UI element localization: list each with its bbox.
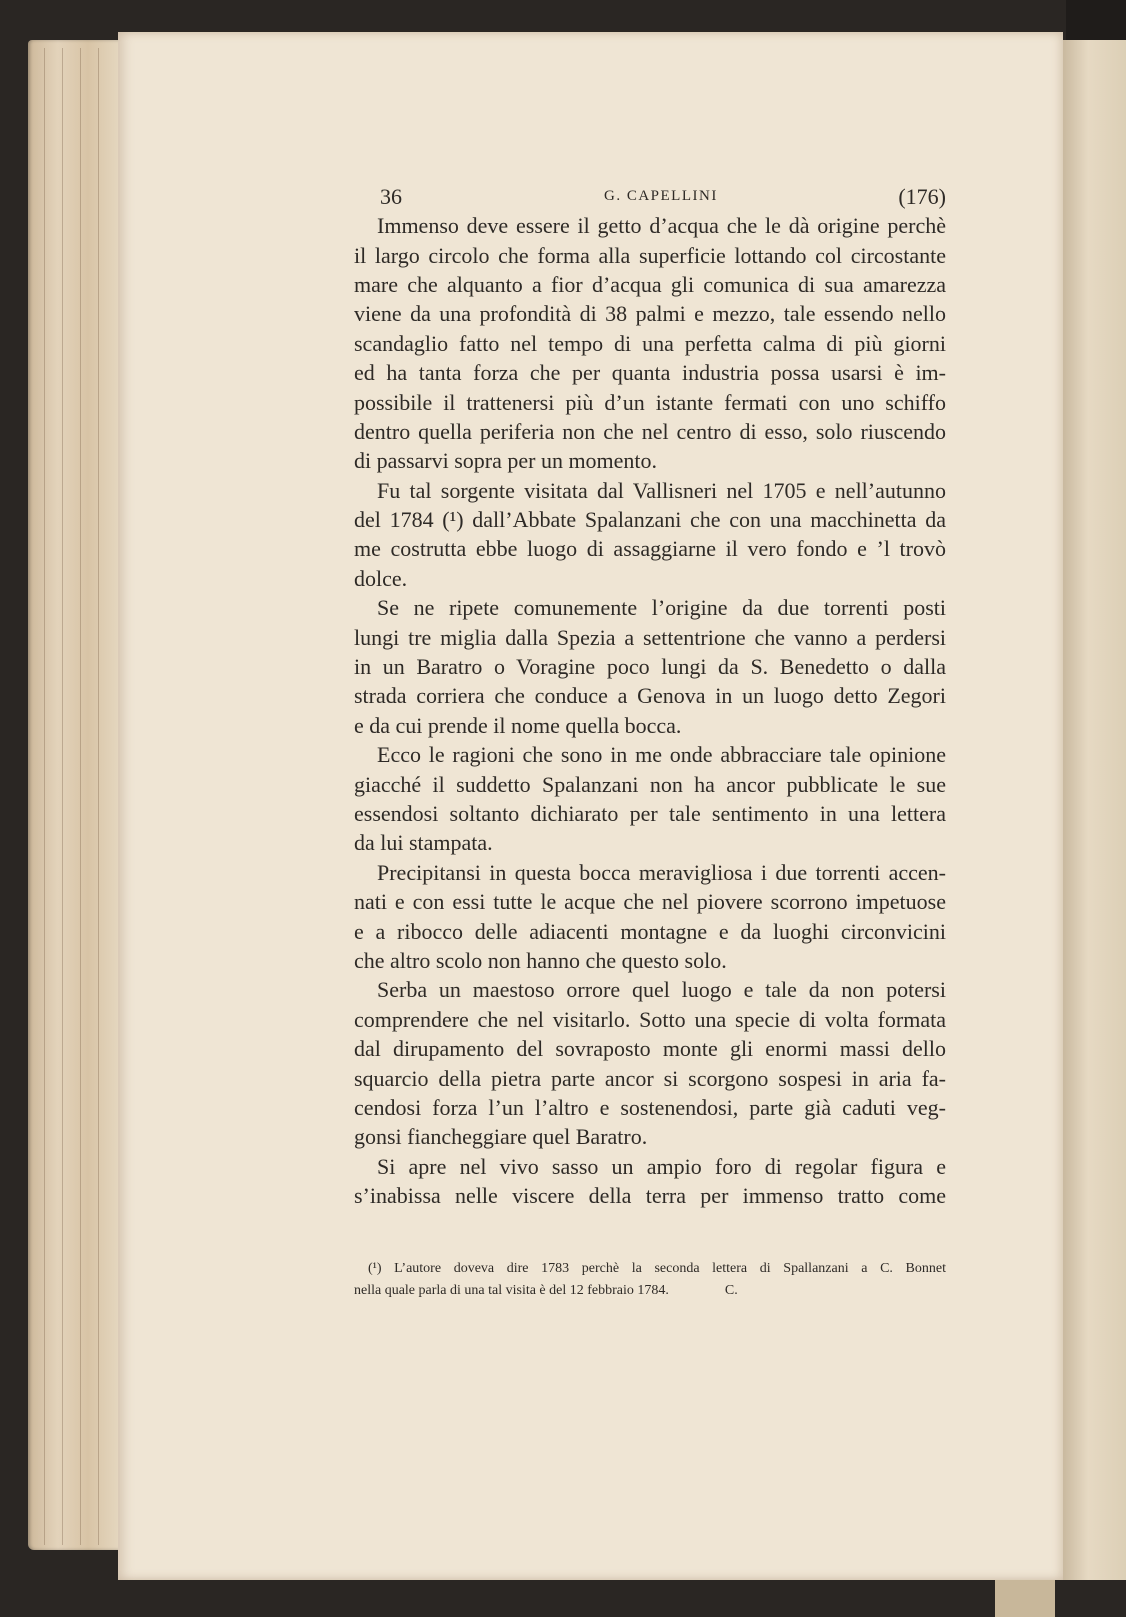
text-line: mare che alquanto a fior d’acqua gli comunica di sua amarezza (354, 272, 946, 297)
page-edge-line (44, 48, 45, 1545)
text-line: dentro quella periferia non che nel centro di esso, solo riuscendo (354, 419, 946, 444)
text-line: giacché il suddetto Spalanzani non ha ancor pubblicate le sue (354, 772, 946, 797)
running-header (354, 180, 946, 214)
text-line: gonsi fiancheggiare quel Baratro. (354, 1124, 648, 1149)
text-line: lungi tre miglia dalla Spezia a settentrione che vanno a perdersi (354, 625, 946, 650)
text-line: che altro scolo non hanno che questo solo. (354, 948, 727, 973)
text-line: scandaglio fatto nel tempo di una perfetta calma di più giorni (354, 331, 946, 356)
text-line: dolce. (354, 566, 408, 591)
text-line: viene da una profondità di 38 palmi e mezzo, tale essendo nello (354, 301, 946, 326)
page-edge-line (80, 48, 81, 1545)
text-line: me costrutta ebbe luogo di assaggiarne il vero fondo e ’l trovò (354, 536, 946, 561)
text-line: Serba un maestoso orrore quel luogo e tale da non potersi (377, 977, 946, 1002)
footnote-line: (¹) L’autore doveva dire 1783 perchè la seconda lettera di Spallanzani a C. Bonnet (368, 1261, 946, 1276)
text-line: da lui stampata. (354, 830, 493, 855)
text-line: possibile il trattenersi più d’un istante fermati con uno schiffo (354, 390, 946, 415)
page-edge-line (98, 48, 99, 1545)
text-line: del 1784 (¹) dall’Abbate Spalanzani che con una macchinetta da (354, 507, 946, 532)
page-edge-line (62, 48, 63, 1545)
text-line: cendosi forza l’un l’altro e sostenendosi, parte già caduti veg- (354, 1095, 946, 1120)
text-line: nati e con essi tutte le acque che nel piovere scorrono impetuose (354, 889, 946, 914)
book-page-edges (28, 40, 128, 1550)
text-line: in un Baratro o Voragine poco lungi da S. Benedetto o dalla (354, 654, 946, 679)
facing-page-edge (1063, 40, 1126, 1580)
running-title: G. CAPELLINI (604, 188, 718, 204)
text-line: dal dirupamento del sovraposto monte gli enormi massi dello (354, 1036, 946, 1061)
text-line: Fu tal sorgente visitata dal Vallisneri nel 1705 e nell’autunno (377, 478, 946, 503)
background-corner (1066, 0, 1126, 40)
text-line: comprendere che nel visitarlo. Sotto una specie di volta formata (354, 1007, 946, 1032)
text-line: Ecco le ragioni che sono in me onde abbracciare tale opinione (377, 742, 946, 767)
text-line: strada corriera che conduce a Genova in un luogo detto Zegori (354, 683, 946, 708)
text-line: ed ha tanta forza che per quanta industria possa usarsi è im- (354, 360, 946, 385)
footnote-line: nella quale parla di una tal visita è del 12 febbraio 1784. C. (354, 1283, 738, 1298)
text-line: s’inabissa nelle viscere della terra per immenso tratto come (354, 1183, 946, 1208)
page-number: 36 (380, 184, 402, 209)
text-line: essendosi soltanto dichiarato per tale sentimento in una lettera (354, 801, 946, 826)
text-line: Immenso deve essere il getto d’acqua che le dà origine perchè (377, 213, 946, 238)
original-page-number: (176) (898, 184, 946, 209)
text-line: Si apre nel vivo sasso un ampio foro di regolar figura e (377, 1154, 946, 1179)
text-line: di passarvi sopra per un momento. (354, 448, 658, 473)
text-line: Precipitansi in questa bocca meravigliosa i due torrenti accen- (377, 860, 946, 885)
text-line: squarcio della pietra parte ancor si scorgono sospesi in aria fa- (354, 1066, 946, 1091)
book-tab (995, 1575, 1055, 1617)
text-line: e da cui prende il nome quella bocca. (354, 713, 682, 738)
text-line: Se ne ripete comunemente l’origine da due torrenti posti (377, 595, 946, 620)
text-line: e a ribocco delle adiacenti montagne e da luoghi circonvicini (354, 919, 946, 944)
text-line: il largo circolo che forma alla superficie lottando col circostante (354, 243, 946, 268)
